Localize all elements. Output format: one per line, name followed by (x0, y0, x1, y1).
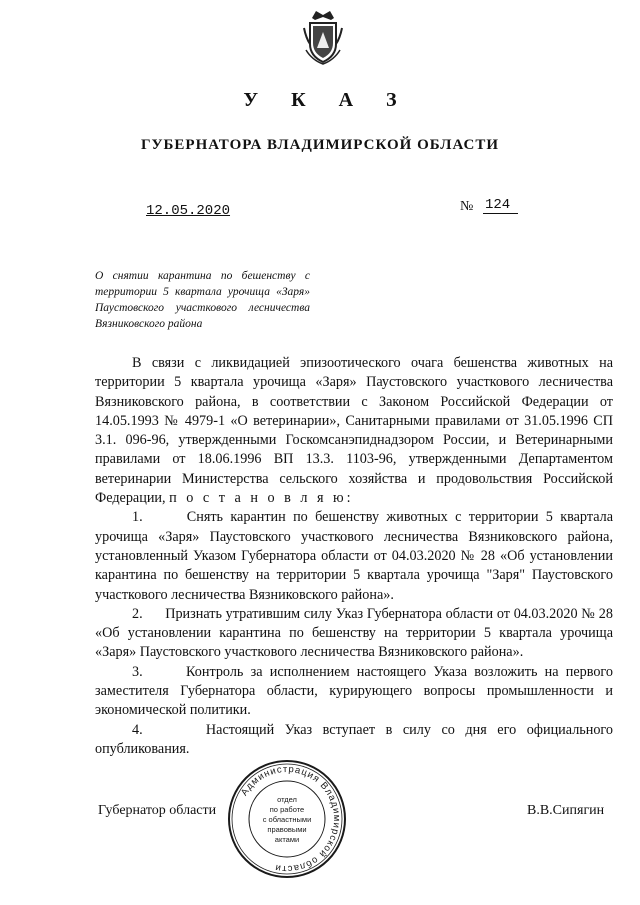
preamble-text: В связи с ликвидацией эпизоотического очага бешенства животных на территории 5 квартала урочища «Заря» Паустовского участкового лесничества Вязниковского района, в соответствии с Законом Российской Федерации от 14.05.1993 № 4979-1 «О ветеринарии», Санитарными правилами от 31.05.1996 СП 3.1. 096-96, утвержденными Госкомсанэпиднадзором России, и Ветеринарными правилами от 18.06.1996 ВП 13.3. 1103-96, утвержденными Департаментом ветеринарии Министерства сельского хозяйства и продовольствия Российской Федерации, (95, 355, 613, 507)
stamp-line: отдел (277, 795, 297, 804)
decree-item-1: 1. Снять карантин по бешенству животных с территории 5 квартала урочища «Заря» Паустовского участкового лесничества Вязниковского района, установленный Указом Губернатора области от 04.03.2020 № 28 «Об установлении карантина по бешенству на территории 5 квартала урочища "Заря" Паустовского участкового лесничества Вязниковского района». (95, 509, 613, 603)
decree-item-3: 3. Контроль за исполнением настоящего Указа возложить на первого заместителя Губернатора области, курирующего вопросы промышленности и экономической политики. (95, 663, 613, 719)
number-sign: № (460, 199, 474, 214)
signatory-name: В.В.Сипягин (527, 803, 605, 818)
stamp-line: по работе (269, 805, 305, 814)
stamp-line: правовыми (267, 825, 307, 834)
decree-item-2: 2. Признать утратившим силу Указ Губернатора области от 04.03.2020 № 28 «Об установлении карантина по бешенству на территории 5 квартала урочища «Заря» Паустовского участкового лесничества Вязниковского района». (95, 605, 613, 661)
decree-caption: О снятии карантина по бешенству с территории 5 квартала урочища «Заря» Паустовского участкового лесничества Вязниковского района (95, 270, 310, 330)
decree-body (95, 354, 613, 759)
document-subtitle: ГУБЕРНАТОРА ВЛАДИМИРСКОЙ ОБЛАСТИ (140, 137, 500, 153)
coat-of-arms-icon (302, 8, 344, 66)
signatory-position: Губернатор области (98, 803, 217, 818)
stamp-line: актами (274, 835, 300, 844)
official-stamp (226, 758, 348, 880)
stamp-line: с областными (262, 815, 312, 824)
decree-date: 12.05.2020 (146, 203, 231, 219)
preamble-decree-word: п о с т а н о в л я ю: (169, 490, 354, 507)
decree-item-4: 4. Настоящий Указ вступает в силу со дня его официального опубликования. (95, 721, 613, 757)
preamble-paragraph (95, 354, 613, 508)
decree-number: 124 (483, 197, 518, 214)
stamp-outer-text: Администрация Владимирской области (239, 763, 343, 875)
document-title: У К А З (243, 89, 411, 111)
